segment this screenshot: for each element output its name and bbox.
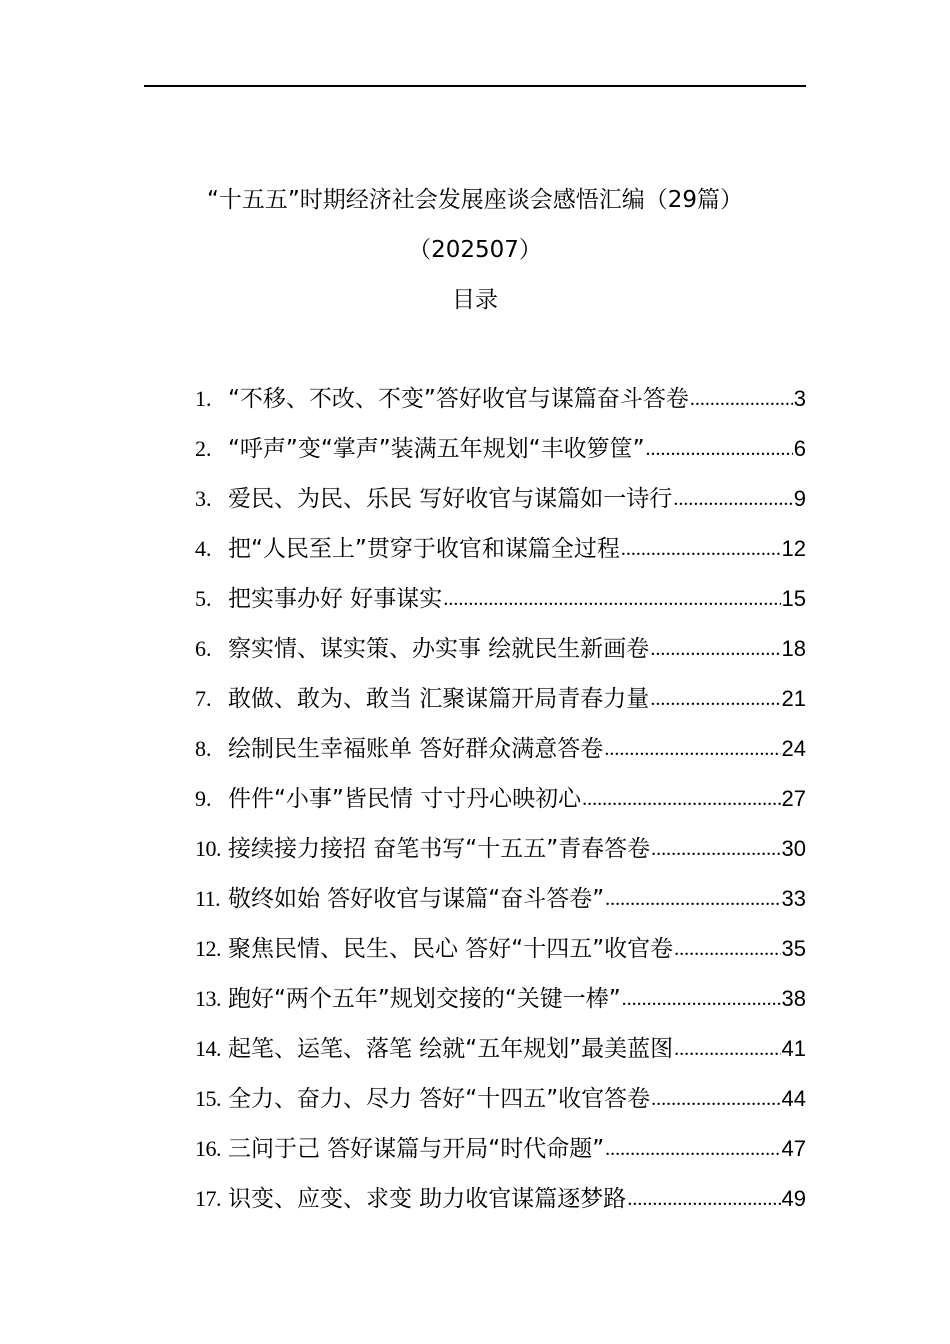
toc-entry-number: 2. bbox=[195, 436, 212, 461]
toc-entry-number: 4. bbox=[195, 536, 212, 561]
toc-entry[interactable] bbox=[195, 733, 806, 783]
toc-heading: 目录 bbox=[452, 287, 498, 313]
toc-dot-leader bbox=[646, 433, 793, 465]
toc-entry-page: 49 bbox=[781, 1186, 806, 1211]
toc-entry[interactable] bbox=[195, 783, 806, 833]
toc-entry[interactable] bbox=[195, 383, 806, 433]
table-of-contents bbox=[195, 383, 806, 1233]
toc-entry-number: 12. bbox=[195, 936, 221, 961]
toc-entry-page: 6 bbox=[793, 436, 806, 461]
toc-entry[interactable] bbox=[195, 483, 806, 533]
toc-entry-title: 件件“小事”皆民情 寸寸丹心映初心 bbox=[228, 786, 582, 812]
toc-entry-title: 爱民、为民、乐民 写好收官与谋篇如一诗行 bbox=[228, 486, 673, 512]
toc-entry-title: 全力、奋力、尽力 答好“十四五”收官答卷 bbox=[228, 1086, 651, 1112]
toc-entry-title: 把“人民至上”贯穿于收官和谋篇全过程 bbox=[228, 536, 620, 562]
toc-entry[interactable] bbox=[195, 1133, 806, 1183]
toc-entry-title: 把实事办好 好事谋实 bbox=[228, 586, 443, 612]
toc-entry[interactable] bbox=[195, 433, 806, 483]
toc-entry-page: 33 bbox=[781, 886, 806, 911]
toc-entry-number: 10. bbox=[195, 836, 221, 861]
toc-dot-leader bbox=[443, 583, 780, 615]
toc-dot-leader bbox=[622, 983, 781, 1015]
toc-dot-leader bbox=[651, 833, 780, 865]
toc-entry-page: 9 bbox=[793, 486, 806, 511]
toc-entry-number: 14. bbox=[195, 1036, 221, 1061]
toc-entry-page: 27 bbox=[781, 786, 806, 811]
toc-entry-page: 3 bbox=[793, 386, 806, 411]
toc-entry[interactable] bbox=[195, 683, 806, 733]
toc-entry-title: 跑好“两个五年”规划交接的“关键一棒” bbox=[228, 986, 621, 1012]
header-rule bbox=[144, 85, 806, 87]
toc-entry-title: “呼声”变“掌声”装满五年规划“丰收箩筐” bbox=[228, 436, 645, 462]
toc-entry-number: 17. bbox=[195, 1186, 221, 1211]
toc-dot-leader bbox=[673, 483, 792, 515]
document-date: （202507） bbox=[408, 237, 542, 263]
toc-entry-title: “不移、不改、不变”答好收官与谋篇奋斗答卷 bbox=[228, 386, 689, 412]
toc-entry[interactable] bbox=[195, 533, 806, 583]
toc-entry-number: 5. bbox=[195, 586, 212, 611]
toc-entry[interactable] bbox=[195, 883, 806, 933]
toc-dot-leader bbox=[674, 1033, 780, 1065]
toc-dot-leader bbox=[650, 683, 780, 715]
toc-dot-leader bbox=[690, 383, 793, 415]
toc-entry-number: 9. bbox=[195, 786, 212, 811]
toc-entry-number: 15. bbox=[195, 1086, 221, 1111]
toc-entry-title: 识变、应变、求变 助力收官谋篇逐梦路 bbox=[228, 1186, 627, 1212]
toc-entry-title: 绘制民生幸福账单 答好群众满意答卷 bbox=[228, 736, 604, 762]
toc-entry-number: 3. bbox=[195, 486, 212, 511]
toc-entry-title: 三问于己 答好谋篇与开局“时代命题” bbox=[228, 1136, 605, 1162]
toc-entry[interactable] bbox=[195, 983, 806, 1033]
toc-dot-leader bbox=[621, 533, 781, 565]
toc-dot-leader bbox=[604, 733, 780, 765]
toc-dot-leader bbox=[605, 883, 780, 915]
toc-entry-page: 15 bbox=[781, 586, 806, 611]
toc-entry-title: 聚焦民情、民生、民心 答好“十四五”收官卷 bbox=[228, 936, 674, 962]
toc-dot-leader bbox=[674, 933, 780, 965]
toc-entry[interactable] bbox=[195, 633, 806, 683]
toc-entry-page: 12 bbox=[781, 536, 806, 561]
toc-entry[interactable] bbox=[195, 933, 806, 983]
toc-dot-leader bbox=[605, 1133, 780, 1165]
toc-entry-number: 16. bbox=[195, 1136, 221, 1161]
toc-entry[interactable] bbox=[195, 833, 806, 883]
toc-entry-title: 敢做、敢为、敢当 汇聚谋篇开局青春力量 bbox=[228, 686, 650, 712]
toc-entry-page: 41 bbox=[781, 1036, 806, 1061]
toc-entry-number: 1. bbox=[195, 386, 212, 411]
toc-entry-page: 21 bbox=[781, 686, 806, 711]
toc-entry-title: 接续接力接招 奋笔书写“十五五”青春答卷 bbox=[228, 836, 651, 862]
toc-entry-number: 11. bbox=[195, 886, 221, 911]
toc-entry-title: 察实情、谋实策、办实事 绘就民生新画卷 bbox=[228, 636, 650, 662]
toc-entry-page: 18 bbox=[781, 636, 806, 661]
toc-entry-page: 47 bbox=[781, 1136, 806, 1161]
toc-entry-page: 35 bbox=[781, 936, 806, 961]
toc-entry-number: 6. bbox=[195, 636, 212, 661]
toc-entry-page: 38 bbox=[781, 986, 806, 1011]
toc-entry-page: 24 bbox=[781, 736, 806, 761]
toc-entry-title: 起笔、运笔、落笔 绘就“五年规划”最美蓝图 bbox=[228, 1036, 674, 1062]
toc-entry-page: 44 bbox=[781, 1086, 806, 1111]
toc-dot-leader bbox=[582, 783, 780, 815]
toc-dot-leader bbox=[627, 1183, 780, 1215]
toc-entry-number: 13. bbox=[195, 986, 221, 1011]
toc-entry-number: 7. bbox=[195, 686, 212, 711]
toc-entry-number: 8. bbox=[195, 736, 212, 761]
toc-entry-page: 30 bbox=[781, 836, 806, 861]
toc-entry[interactable] bbox=[195, 1083, 806, 1133]
toc-entry[interactable] bbox=[195, 583, 806, 633]
toc-entry-title: 敬终如始 答好收官与谋篇“奋斗答卷” bbox=[228, 886, 605, 912]
document-title: “十五五”时期经济社会发展座谈会感悟汇编（29篇） bbox=[206, 187, 744, 213]
toc-entry[interactable] bbox=[195, 1033, 806, 1083]
toc-entry[interactable] bbox=[195, 1183, 806, 1233]
toc-dot-leader bbox=[651, 1083, 780, 1115]
toc-dot-leader bbox=[650, 633, 780, 665]
